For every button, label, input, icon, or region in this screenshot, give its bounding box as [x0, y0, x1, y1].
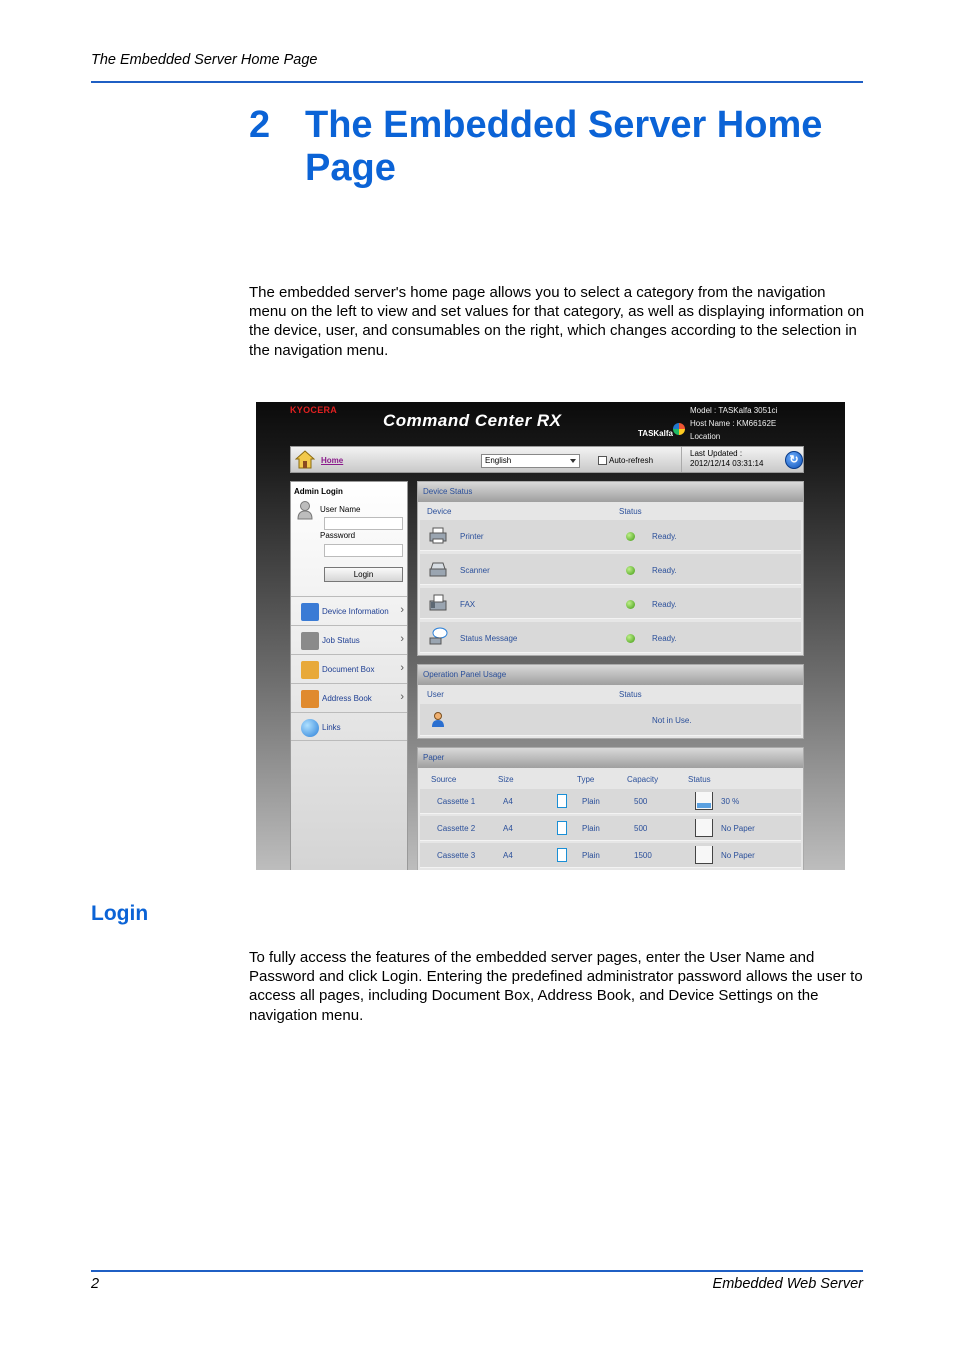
- user-silhouette-icon: [297, 500, 313, 520]
- running-header: The Embedded Server Home Page: [91, 52, 318, 68]
- col-size: Size: [498, 775, 514, 784]
- status-message-icon: [428, 627, 448, 647]
- paper-sheet-icon: [557, 848, 567, 862]
- fax-icon: [428, 593, 448, 613]
- language-select[interactable]: [481, 454, 580, 468]
- sidebar-item-document-box[interactable]: [291, 654, 407, 683]
- sidebar-item-label: Job Status: [322, 636, 360, 645]
- user-name-label: User Name: [320, 505, 361, 514]
- sidebar-item-device-information[interactable]: [291, 596, 407, 625]
- paper-type: Plain: [582, 851, 600, 860]
- user-icon: [432, 712, 444, 728]
- device-name: FAX: [460, 600, 476, 609]
- printer-icon: [428, 525, 448, 545]
- login-section-heading: Login: [91, 902, 149, 925]
- chevron-right-icon: ›: [400, 604, 404, 616]
- device-status-panel: [417, 481, 804, 656]
- host-line: Host Name : KM66162E: [690, 419, 777, 428]
- auto-refresh-checkbox[interactable]: [598, 456, 607, 465]
- status-ok-icon: [626, 566, 635, 575]
- scanner-icon: [428, 559, 448, 579]
- device-name: Printer: [460, 532, 484, 541]
- intro-paragraph: The embedded server's home page allows you to select a category from the navigation menu on the left to view and set values for that category, as well as displaying information on the device, user, and consumables on the right, which changes according to the selection in the navigation menu.: [249, 284, 865, 359]
- operation-panel-usage-panel: [417, 664, 804, 739]
- paper-title: Paper: [418, 748, 803, 768]
- paper-tray-icon: [695, 792, 713, 810]
- chapter-title: The Embedded Server Home Page: [305, 104, 823, 189]
- top-nav-bar: [290, 446, 804, 473]
- last-updated: [681, 447, 781, 472]
- device-name: Status Message: [460, 634, 518, 643]
- status-ok-icon: [626, 634, 635, 643]
- paper-level-fill: [697, 803, 711, 808]
- device-status-title: Device Status: [418, 482, 803, 502]
- operation-panel-title: Operation Panel Usage: [418, 665, 803, 685]
- status-ok-icon: [626, 600, 635, 609]
- operation-panel-status: Not in Use.: [652, 716, 692, 725]
- device-status: Ready.: [652, 600, 677, 609]
- table-row: [420, 789, 801, 814]
- model-line: Model : TASKalfa 3051ci: [690, 406, 778, 415]
- paper-size: A4: [503, 851, 513, 860]
- chapter-number: 2: [249, 104, 271, 146]
- admin-login-title: Admin Login: [294, 487, 343, 496]
- command-center-screenshot: [256, 402, 845, 870]
- device-status: Ready.: [652, 566, 677, 575]
- last-updated-label: Last Updated :: [690, 449, 743, 458]
- password-input[interactable]: [324, 544, 403, 557]
- sidebar-item-label: Document Box: [322, 665, 375, 674]
- page-number: 2: [91, 1276, 100, 1292]
- login-button[interactable]: Login: [324, 567, 403, 582]
- paper-type: Plain: [582, 797, 600, 806]
- paper-size: A4: [503, 797, 513, 806]
- chevron-down-icon: [570, 459, 576, 463]
- auto-refresh-label: Auto-refresh: [609, 456, 654, 465]
- table-row: [420, 843, 801, 868]
- command-center-logo: Command Center RX: [383, 411, 562, 430]
- table-row: [420, 622, 801, 653]
- paper-status: 30 %: [721, 797, 740, 806]
- paper-status: No Paper: [721, 824, 755, 833]
- device-status: Ready.: [652, 634, 677, 643]
- chevron-right-icon: ›: [400, 633, 404, 645]
- paper-tray-icon: [695, 819, 713, 837]
- color-logo-icon: [673, 423, 685, 435]
- login-paragraph: To fully access the features of the embedded server pages, enter the User Name and Password and click Login. Entering the predefined administrator password allows the user to access all pages, including Document Box, Address Book, and Device Settings on the navigation menu.: [249, 949, 863, 1024]
- col-device: Device: [427, 507, 452, 516]
- sidebar-item-links[interactable]: [291, 712, 407, 741]
- header-rule: [91, 81, 863, 83]
- last-updated-value: 2012/12/14 03:31:14: [690, 459, 764, 468]
- table-row: [420, 554, 801, 585]
- home-icon[interactable]: [295, 450, 315, 469]
- paper-source: Cassette 3: [437, 851, 476, 860]
- kyocera-logo: KYOCERA: [290, 405, 338, 415]
- paper-tray-icon: [695, 846, 713, 864]
- table-row: [420, 520, 801, 551]
- col-user: User: [427, 690, 444, 699]
- sidebar: [290, 481, 408, 870]
- links-globe-icon: [301, 719, 319, 737]
- document-box-icon: [301, 661, 319, 679]
- paper-type: Plain: [582, 824, 600, 833]
- paper-sheet-icon: [557, 821, 567, 835]
- taskalfa-logo: TASKalfa: [638, 429, 673, 438]
- table-row: [420, 588, 801, 619]
- device-info-block: [690, 404, 777, 443]
- user-name-input[interactable]: [324, 517, 403, 530]
- device-info-icon: [301, 603, 319, 621]
- sidebar-item-label: Device Information: [322, 607, 389, 616]
- device-status: Ready.: [652, 532, 677, 541]
- table-row: [420, 704, 801, 736]
- manual-title: Embedded Web Server: [712, 1276, 863, 1292]
- chevron-right-icon: ›: [400, 662, 404, 674]
- password-label: Password: [320, 531, 356, 540]
- col-status: Status: [619, 690, 642, 699]
- col-type: Type: [577, 775, 595, 784]
- paper-panel: [417, 747, 804, 870]
- paper-capacity: 500: [634, 797, 648, 806]
- paper-status: No Paper: [721, 851, 755, 860]
- paper-capacity: 500: [634, 824, 648, 833]
- paper-sheet-icon: [557, 794, 567, 808]
- paper-size: A4: [503, 824, 513, 833]
- paper-source: Cassette 2: [437, 824, 476, 833]
- table-row: [420, 816, 801, 841]
- col-status: Status: [619, 507, 642, 516]
- paper-source: Cassette 1: [437, 797, 476, 806]
- sidebar-item-label: Address Book: [322, 694, 372, 703]
- address-book-icon: [301, 690, 319, 708]
- chevron-right-icon: ›: [400, 691, 404, 703]
- language-value: English: [485, 456, 512, 465]
- home-link[interactable]: Home: [321, 456, 344, 465]
- job-status-icon: [301, 632, 319, 650]
- footer-rule: [91, 1270, 863, 1272]
- device-name: Scanner: [460, 566, 490, 575]
- col-source: Source: [431, 775, 457, 784]
- sidebar-item-label: Links: [322, 723, 341, 732]
- paper-capacity: 1500: [634, 851, 652, 860]
- refresh-icon[interactable]: ↻: [785, 451, 803, 469]
- col-capacity: Capacity: [627, 775, 659, 784]
- status-ok-icon: [626, 532, 635, 541]
- location-line: Location: [690, 432, 721, 441]
- auto-refresh-toggle[interactable]: [598, 455, 653, 467]
- col-status: Status: [688, 775, 711, 784]
- sidebar-item-address-book[interactable]: [291, 683, 407, 712]
- sidebar-item-job-status[interactable]: [291, 625, 407, 654]
